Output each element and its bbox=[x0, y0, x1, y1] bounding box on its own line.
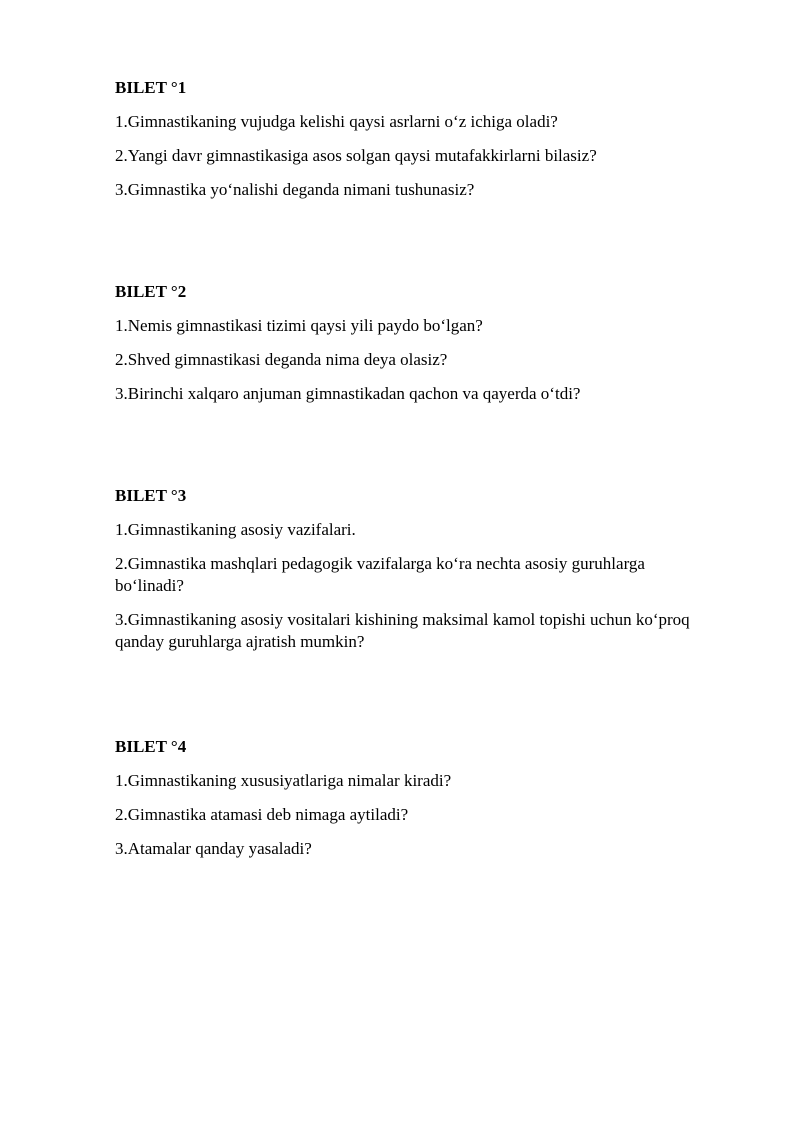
question-item: 2.Yangi davr gimnastikasiga asos solgan qaysi mutafakkirlarni bilasiz? bbox=[115, 146, 597, 165]
question-item: 2.Gimnastika mashqlari pedagogik vazifalarga ko‘ra nechta asosiy guruhlarga bo‘linadi? bbox=[115, 554, 645, 595]
ticket-3 bbox=[115, 485, 715, 653]
ticket-1 bbox=[115, 77, 715, 201]
question-item: 1.Gimnastikaning xususiyatlariga nimalar kiradi? bbox=[115, 771, 452, 790]
question-item: 2.Shved gimnastikasi deganda nima deya olasiz? bbox=[115, 350, 448, 369]
question-item: 1.Gimnastikaning asosiy vazifalari. bbox=[115, 520, 356, 539]
question-item: 1.Gimnastikaning vujudga kelishi qaysi asrlarni o‘z ichiga oladi? bbox=[115, 112, 558, 131]
ticket-title: BILET °1 bbox=[115, 78, 187, 97]
question-item: 2.Gimnastika atamasi deb nimaga aytiladi? bbox=[115, 805, 409, 824]
ticket-title: BILET °2 bbox=[115, 282, 187, 301]
ticket-4 bbox=[115, 736, 715, 860]
question-item: 3.Gimnastikaning asosiy vositalari kishining maksimal kamol topishi uchun ko‘proq qanday guruhlarga ajratish mumkin? bbox=[115, 610, 690, 651]
question-item: 3.Gimnastika yo‘nalishi deganda nimani tushunasiz? bbox=[115, 180, 475, 199]
question-item: 3.Birinchi xalqaro anjuman gimnastikadan qachon va qayerda o‘tdi? bbox=[115, 384, 581, 403]
ticket-2 bbox=[115, 281, 715, 405]
ticket-title: BILET °4 bbox=[115, 737, 187, 756]
question-item: 1.Nemis gimnastikasi tizimi qaysi yili paydo bo‘lgan? bbox=[115, 316, 483, 335]
question-item: 3.Atamalar qanday yasaladi? bbox=[115, 839, 312, 858]
ticket-title: BILET °3 bbox=[115, 486, 187, 505]
